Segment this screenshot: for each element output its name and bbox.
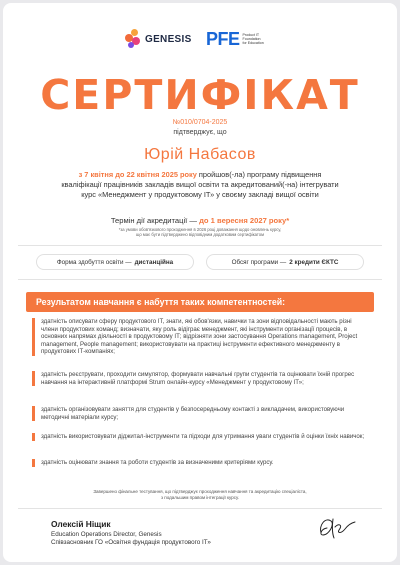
certificate-title: СЕРТИФІКАТ <box>40 71 360 119</box>
signature-image <box>315 513 359 541</box>
footnote-line: *за умови обов'язкового проходження в 2026 році доважання щодо оновлень курсу, <box>118 227 282 232</box>
program-volume-value: 2 кредити ЄКТС <box>289 258 339 266</box>
genesis-mark-icon <box>125 29 141 49</box>
confirms-text: підтверджує, що <box>173 129 227 136</box>
program-volume-label: Обсяг програми — <box>231 258 287 266</box>
accreditation-footnote <box>73 227 327 237</box>
study-form-value: дистанційна <box>134 258 174 266</box>
competency-item: здатність описувати сферу продуктового ІТ, знати, які обов'язки, навички та зони відповідальності мають різні члени продуктових команд; визначати, яку роль відіграє менеджмент, які інструменти організації процесів, в основних напрямах діяльності в продуктовому ІТ; відрізняти зони застосування Operations management, Project management, People management; використовувати на практиці інструменти ефективного менеджменту в продуктових ІТ-компаніях; <box>32 318 368 356</box>
signer-name: Олексій Ніщик <box>51 519 111 529</box>
divider <box>18 245 382 246</box>
final-note <box>63 489 337 500</box>
description-after-dates: пройшов(-ла) програму підвищення <box>196 170 322 179</box>
program-volume-pill <box>206 254 364 270</box>
footnote-line: що має бути підтверджено відповідним додатковим сертифікатом <box>135 232 264 238</box>
program-dates: з 7 квітня до 22 квітня 2025 року <box>78 170 197 179</box>
signer-role-line: Співзасновник ГО «Освітня фундація продуктового ІТ» <box>51 539 211 546</box>
recipient-name: Юрій Набасов <box>144 146 256 163</box>
competency-item: здатність реєструвати, проходити симулятор, формувати навчальні групи студентів та оцінювати їхній прогрес навчання на інтерактивній платформі Strum онлайн-курсу «Менеджмент у продуктовому ІТ»; <box>32 371 368 386</box>
divider <box>18 279 382 280</box>
certificate-page <box>3 3 397 562</box>
genesis-wordmark: GENESIS <box>145 33 192 45</box>
pfe-caption-line: Foundation <box>242 36 261 41</box>
program-description <box>31 170 369 200</box>
signer-role <box>51 531 211 547</box>
description-line-3: курс «Менеджмент у продуктовому ІТ» у своєму закладі вищої освіти <box>81 190 319 199</box>
results-banner: Результатом навчання є набуття таких компетентностей: <box>26 292 374 312</box>
competency-item: здатність оцінювати знання та роботи студентів за визначеними критеріями курсу. <box>32 459 368 467</box>
description-line-1 <box>31 170 369 180</box>
final-note-line: з подальшим правом інтеграції курсу. <box>160 494 240 500</box>
logos-row <box>3 27 397 51</box>
pfe-caption-line: for Education <box>242 41 264 46</box>
genesis-logo <box>125 27 192 51</box>
description-line-2: кваліфікації працівників закладів вищої освіти та акредитований(-на) інтегрувати <box>61 180 339 189</box>
pfe-caption-line: Product IT <box>242 32 260 37</box>
study-form-label: Форма здобуття освіти — <box>56 258 132 266</box>
accreditation-until: до 1 вересня 2027 року* <box>199 216 290 225</box>
study-form-pill <box>36 254 194 270</box>
competency-item: здатність організовувати заняття для студентів у безпосередньому контакті з викладачем, використовуючи методичні матеріали курсу; <box>32 406 368 421</box>
accreditation-label: Термін дії акредитації — <box>110 216 200 225</box>
final-note-line: Завершено фінальне тестування, що підтверджує проходження навчання та акредитацію спеціаліста, <box>93 489 307 494</box>
pfe-caption <box>243 33 279 46</box>
accreditation-term <box>3 216 397 225</box>
divider <box>18 508 382 509</box>
competency-item: здатність використовувати діджитал-інструменти та підходи для утримання уваги студентів й оцінки їхніх навичок; <box>32 433 368 441</box>
pfe-letters: PFE <box>206 28 240 49</box>
signer-role-line: Education Operations Director, Genesis <box>51 531 162 538</box>
certificate-number: №010/0704-2025 <box>172 119 228 126</box>
pfe-logo <box>206 27 279 51</box>
